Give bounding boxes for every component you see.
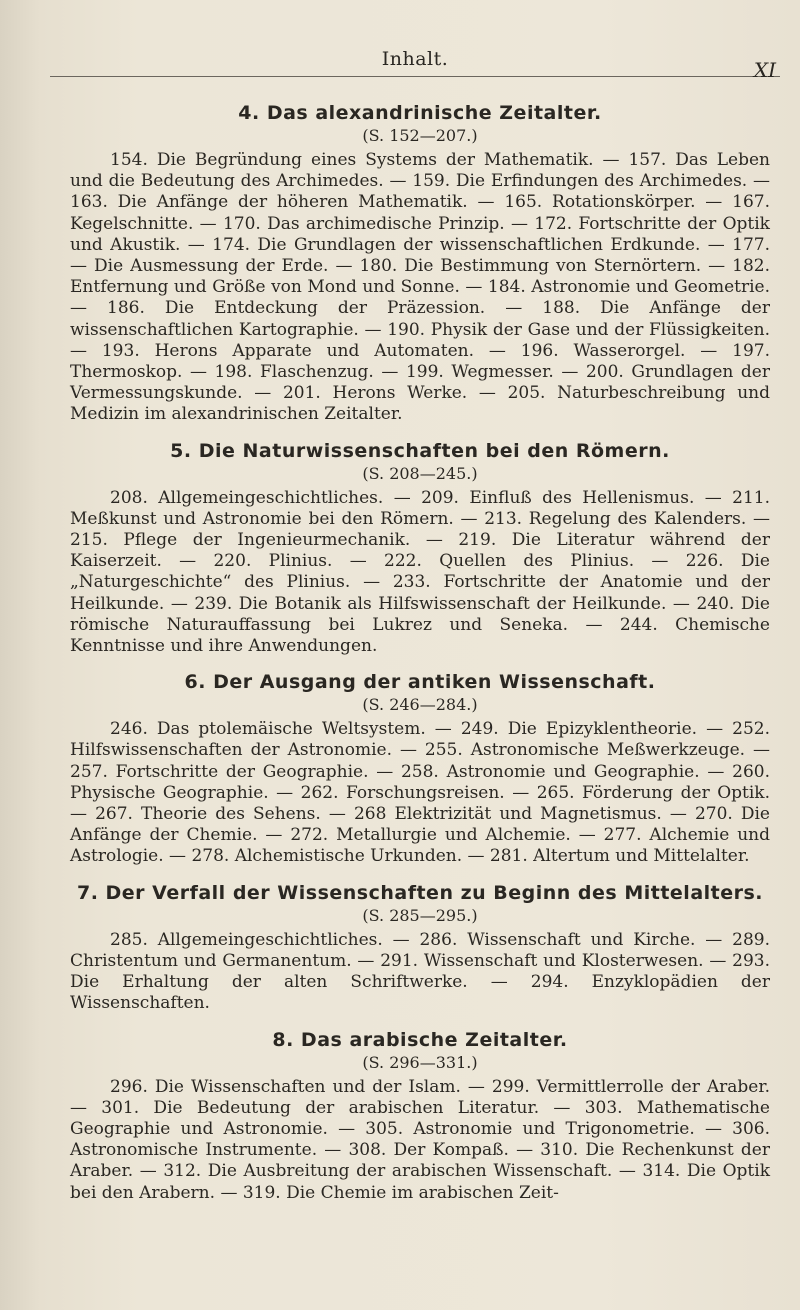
toc-section bbox=[70, 440, 770, 658]
section-page-range: (S. 296—331.) bbox=[362, 1052, 478, 1072]
toc-section bbox=[70, 1029, 770, 1204]
section-summary: 246. Das ptolemäische Weltsystem. — 249. Die Epizyklentheorie. — 252. Hilfswissenschaften der Astronomie. — 255. Astronomische Meßwerkzeuge. — 257. Fortschritte der Geographie. — 258. Astronomie und Geographie. — 260. Physische Geographie. — 262. Forschungsreisen. — 265. Förderung der Optik. — 267. Theorie des Sehens. — 268 Elektrizität und Magnetismus. — 270. Die Anfänge der Chemie. — 272. Metallurgie und Alchemie. — 277. Alchemie und Astrologie. — 278. Alchemistische Urkunden. — 281. Altertum und Mittelalter. bbox=[70, 719, 770, 867]
page-header bbox=[50, 46, 780, 82]
section-summary: 154. Die Begründung eines Systems der Mathematik. — 157. Das Leben und die Bedeutung des Archimedes. — 159. Die Erfindungen des Archimedes. — 163. Die Anfänge der höheren Mathematik. — 165. Rotationskörper. — 167. Kegelschnitte. — 170. Das archimedische Prinzip. — 172. Fortschritte der Optik und Akustik. — 174. Die Grundlagen der wissenschaftlichen Erdkunde. — 177. — Die Ausmessung der Erde. — 180. Die Bestimmung von Sternörtern. — 182. Entfernung und Größe von Mond und Sonne. — 184. Astronomie und Geometrie. — 186. Die Entdeckung der Präzession. — 188. Die Anfänge der wissenschaftlichen Kartographie. — 190. Physik der Gase und der Flüssigkeiten. — 193. Herons Apparate und Automaten. — 196. Wasserorgel. — 197. Thermoskop. — 198. Flaschenzug. — 199. Wegmesser. — 200. Grundlagen der Vermessungskunde. — 201. Herons Werke. — 205. Naturbeschreibung und Medizin im alexandrinischen Zeitalter. bbox=[70, 150, 770, 425]
section-page-range: (S. 285—295.) bbox=[362, 905, 478, 925]
section-page-range: (S. 246—284.) bbox=[362, 695, 478, 715]
section-title: 8. Das arabische Zeitalter. bbox=[272, 1028, 568, 1051]
section-title: 7. Der Verfall der Wissenschaften zu Beginn des Mittelalters. bbox=[76, 881, 764, 904]
page-number: XI bbox=[753, 58, 776, 82]
section-title: 4. Das alexandrinische Zeitalter. bbox=[238, 102, 602, 124]
section-page-range: (S. 208—245.) bbox=[362, 463, 478, 483]
table-of-contents bbox=[70, 102, 770, 1218]
toc-section bbox=[70, 102, 770, 426]
section-title: 5. Die Naturwissenschaften bei den Römern. bbox=[170, 439, 670, 462]
section-page-range: (S. 152—207.) bbox=[362, 126, 478, 145]
toc-section bbox=[70, 882, 770, 1015]
section-summary: 296. Die Wissenschaften und der Islam. — 299. Vermittlerrolle der Araber. — 301. Die Bedeutung der arabischen Literatur. — 303. Mathematische Geographie und Astronomie. — 305. Astronomie und Trigonometrie. — 306. Astronomische Instrumente. — 308. Der Kompaß. — 310. Die Rechenkunst der Araber. — 312. Die Ausbreitung der arabischen Wissenschaft. — 314. Die Optik bei den Arabern. — 319. Die Chemie im arabischen Zeit- bbox=[70, 1076, 770, 1203]
section-title: 6. Der Ausgang der antiken Wissenschaft. bbox=[184, 671, 656, 694]
section-summary: 208. Allgemeingeschichtliches. — 209. Einfluß des Hellenismus. — 211. Meßkunst und Astronomie bei den Römern. — 213. Regelung des Kalenders. — 215. Pflege der Ingenieurmechanik. — 219. Die Literatur während der Kaiserzeit. — 220. Plinius. — 222. Quellen des Plinius. — 226. Die „Naturgeschichte“ des Plinius. — 233. Fortschritte der Anatomie und der Heilkunde. — 239. Die Botanik als Hilfswissenschaft der Heilkunde. — 240. Die römische Naturauffassung bei Lukrez und Seneka. — 244. Chemische Kenntnisse und ihre Anwendungen. bbox=[70, 487, 770, 657]
running-head: Inhalt. bbox=[381, 48, 449, 70]
toc-section bbox=[70, 671, 770, 867]
section-summary: 285. Allgemeingeschichtliches. — 286. Wissenschaft und Kirche. — 289. Christentum und Germanentum. — 291. Wissenschaft und Klosterwesen. — 293. Die Erhaltung der alten Schriftwerke. — 294. Enzyklopädien der Wissenschaften. bbox=[70, 929, 770, 1014]
